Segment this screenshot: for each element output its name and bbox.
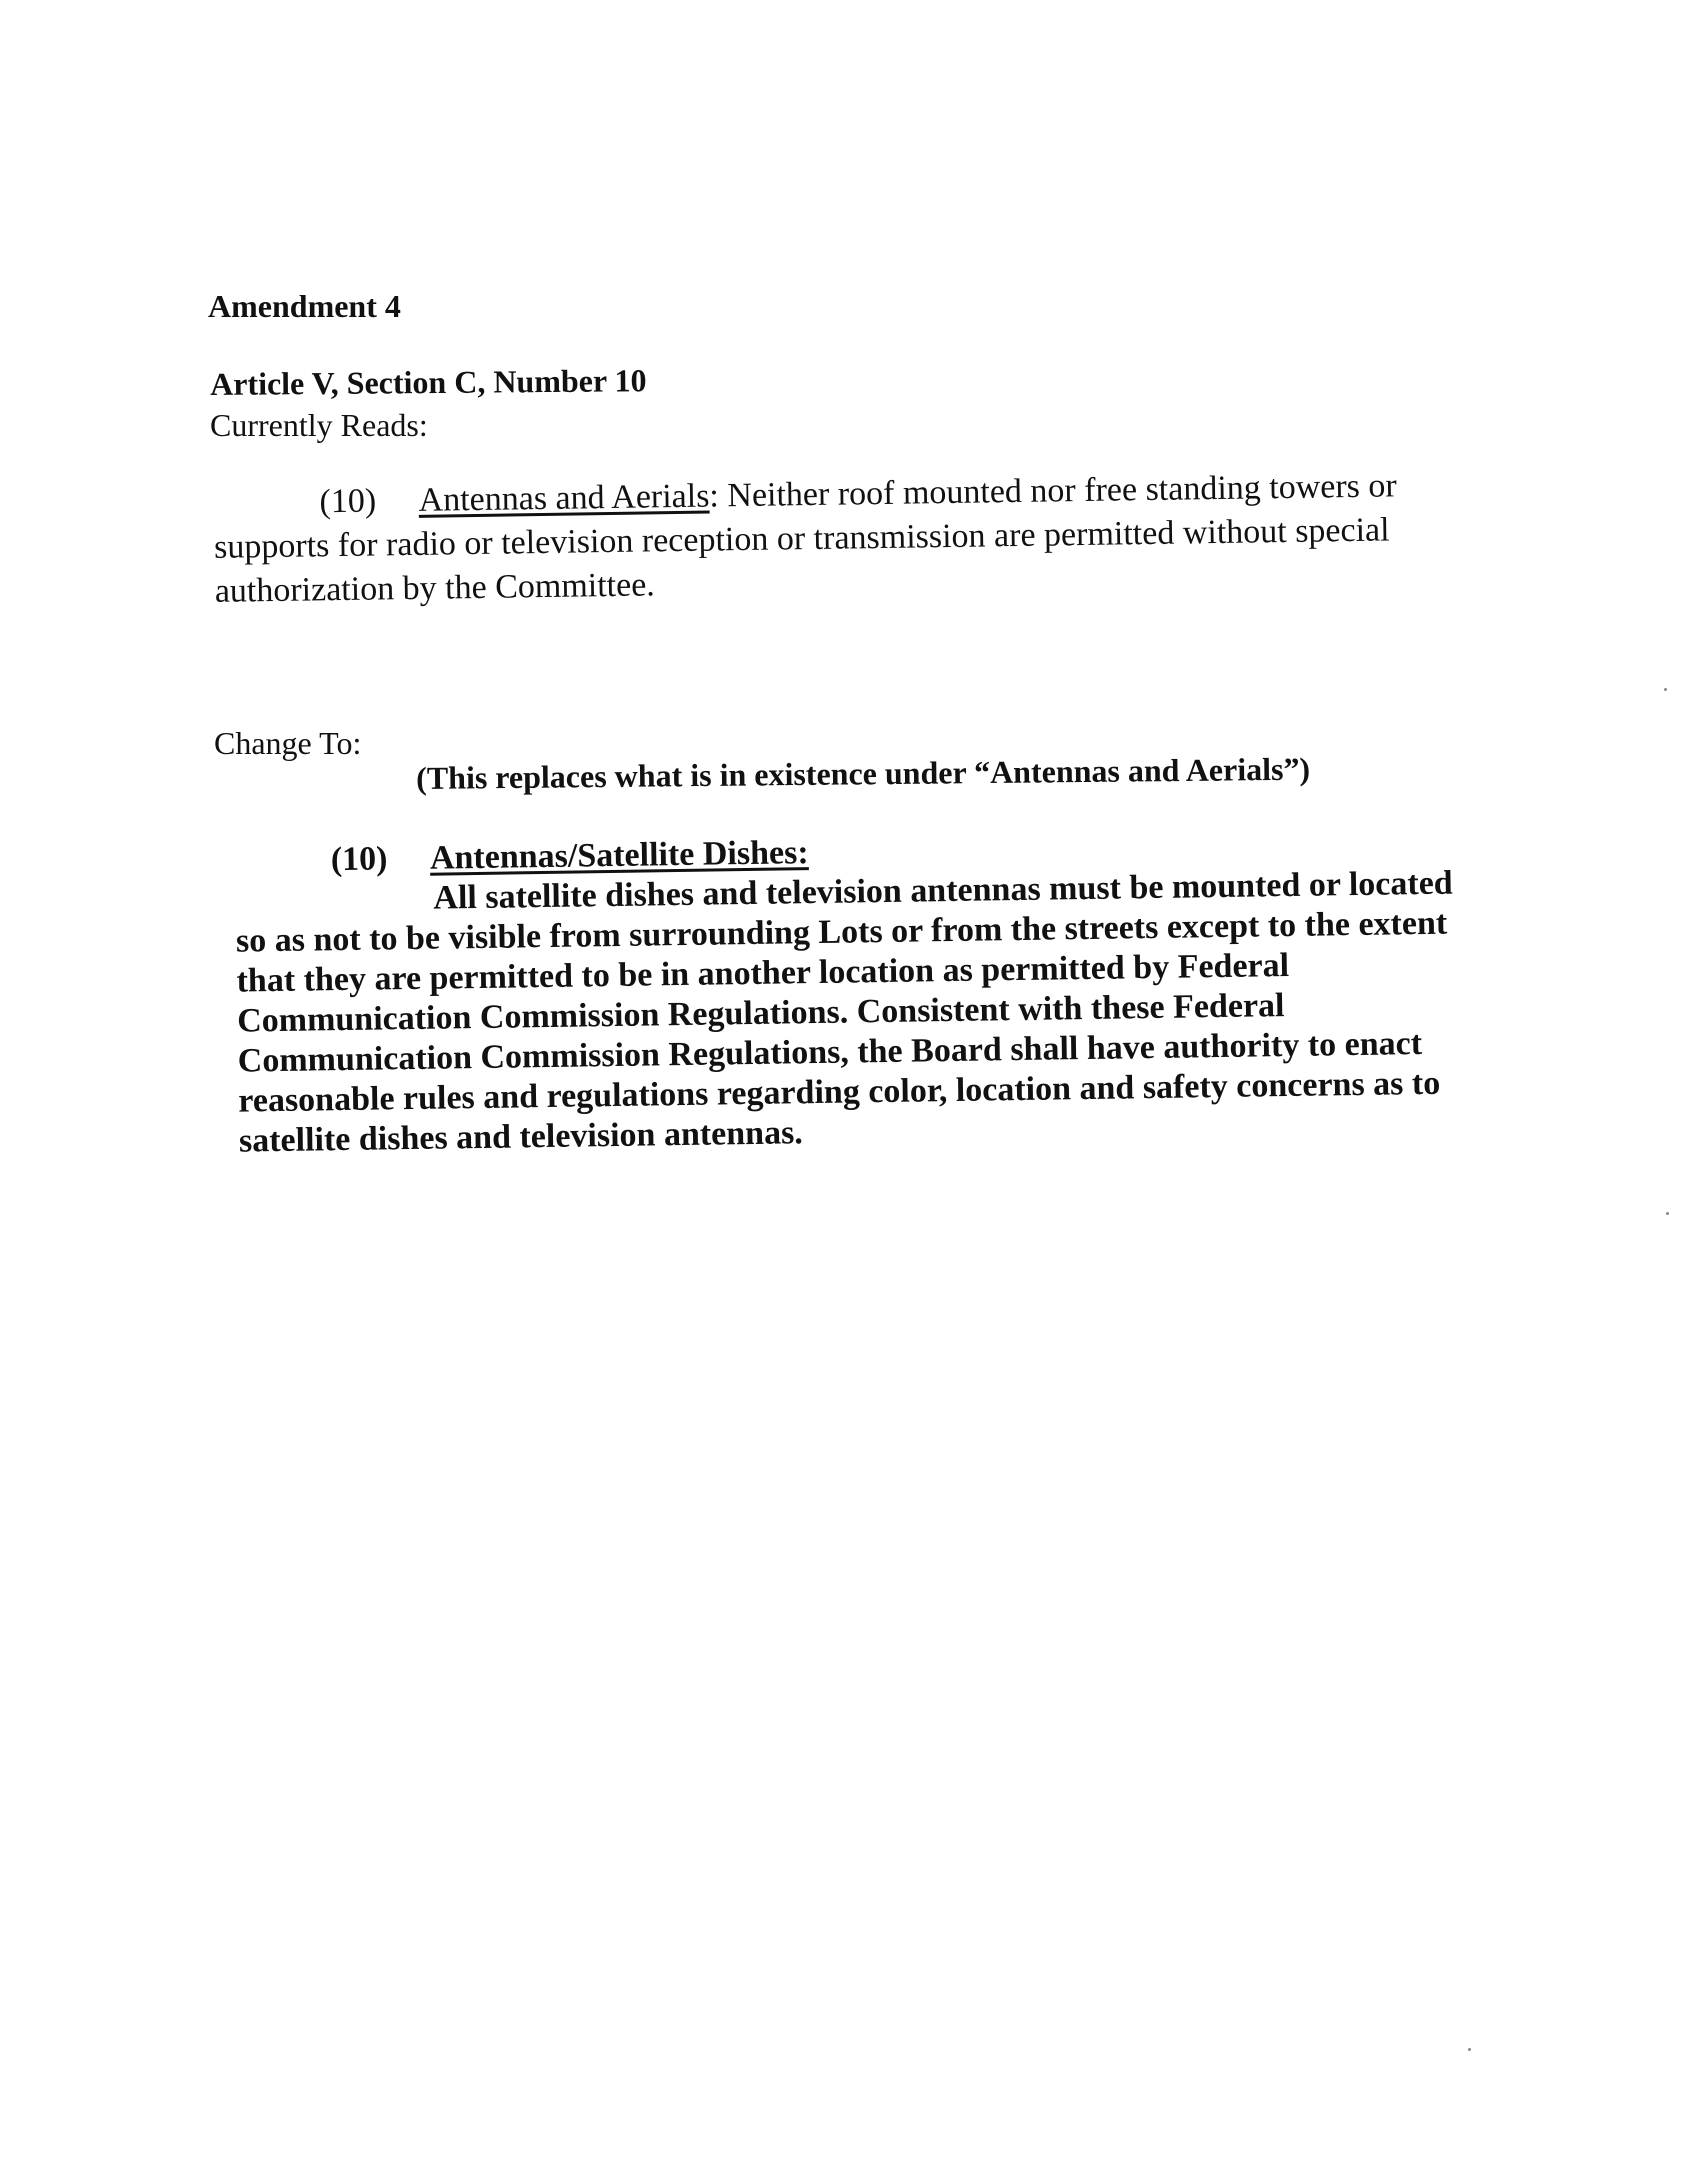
new-clause-line-3: that they are permitted to be in another location as permitted by Federal	[236, 946, 1290, 1000]
new-clause-title: Antennas/Satellite Dishes:	[429, 834, 809, 877]
amendment-heading: Amendment 4	[208, 288, 401, 324]
current-clause-text-1: Neither roof mounted nor free standing towers or	[718, 467, 1397, 515]
new-clause-line-2: so as not to be visible from surrounding Lots or from the streets except to the extent	[235, 904, 1448, 960]
current-clause-title: Antennas and Aerials	[418, 477, 710, 519]
change-to-label: Change To:	[214, 725, 362, 761]
scan-speck	[1664, 688, 1667, 691]
new-clause-line-5: Communication Commission Regulations, the Board shall have authority to enact	[237, 1025, 1423, 1080]
current-clause-line-2: supports for radio or television reception or transmission are permitted without special	[213, 511, 1390, 566]
replaces-note: (This replaces what is in existence under “Antennas and Aerials”)	[415, 750, 1311, 796]
new-clause-line-6: reasonable rules and regulations regarding color, location and safety concerns as to	[238, 1064, 1441, 1120]
new-clause-number: (10)	[330, 840, 388, 879]
new-clause-line-7: satellite dishes and television antennas.	[238, 1114, 804, 1160]
new-clause-line-1: All satellite dishes and television antennas must be mounted or located	[433, 864, 1453, 917]
current-clause-number: (10)	[319, 482, 377, 521]
current-clause-line-3: authorization by the Committee.	[214, 566, 656, 610]
section-reference: Article V, Section C, Number 10	[209, 362, 647, 402]
currently-reads-label: Currently Reads:	[210, 407, 428, 443]
new-clause-line-4: Communication Commission Regulations. Consistent with these Federal	[236, 987, 1285, 1040]
scan-speck	[1666, 1212, 1669, 1215]
current-clause-colon: :	[709, 477, 720, 515]
scan-speck	[1468, 2048, 1471, 2051]
